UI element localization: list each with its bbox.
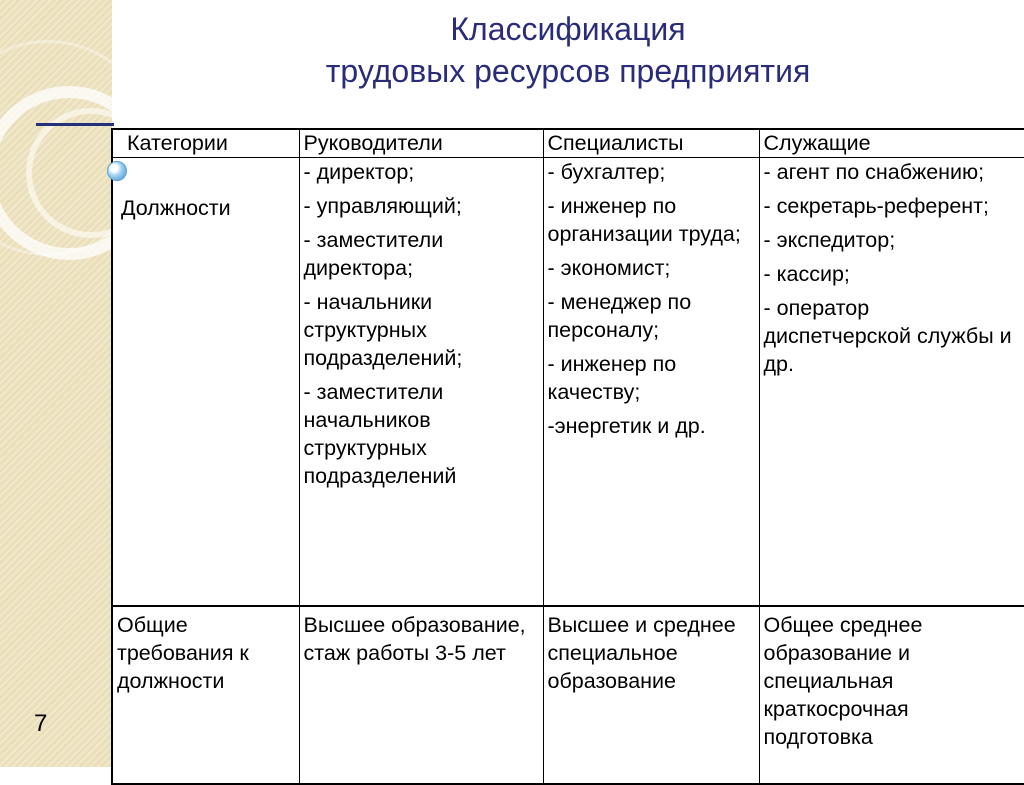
- employees-requirements-cell: [759, 606, 1024, 784]
- table-row-requirements: [112, 606, 1024, 784]
- list-item: - оператор диспетчерской службы и др.: [763, 296, 1012, 376]
- title-underline: [36, 123, 114, 126]
- row-label-requirements: [112, 606, 299, 784]
- list-item: - кассир;: [763, 262, 850, 286]
- list-item: - экономист;: [547, 256, 671, 280]
- list-item: - инженер по организации труда;: [547, 194, 741, 246]
- list-item: - заместители директора;: [303, 228, 444, 280]
- list-item: - менеджер по персоналу;: [547, 290, 692, 342]
- list-item: - бухгалтер;: [547, 160, 666, 184]
- list-item: - агент по снабжению;: [763, 160, 985, 184]
- header-specialists: Специалисты: [543, 129, 759, 158]
- list-item: -энергетик и др.: [547, 414, 706, 438]
- managers-requirements-cell: [299, 606, 543, 784]
- title-line-2: трудовых ресурсов предприятия: [325, 53, 811, 89]
- list-item: - управляющий;: [303, 194, 462, 218]
- specialists-positions-cell: [543, 158, 759, 606]
- table-row-positions: [112, 158, 1024, 606]
- list-item: - начальники структурных подразделений;: [303, 290, 463, 370]
- row-label-positions: [112, 158, 299, 606]
- list-item: - заместители начальников структурных подразделений: [303, 380, 457, 488]
- slide-number: 7: [34, 710, 48, 737]
- employees-requirements-text: Общее среднее образование и специальная краткосрочная подготовка: [763, 612, 923, 749]
- decorative-side-panel: [0, 0, 112, 767]
- decorative-dot-icon: [107, 161, 127, 181]
- classification-table: [111, 128, 1024, 785]
- list-item: - инженер по качеству;: [547, 352, 677, 404]
- list-item: - экспедитор;: [763, 228, 896, 252]
- table-header-row: [112, 129, 1024, 158]
- title-line-1: Классификация: [450, 11, 686, 47]
- list-item: - директор;: [303, 160, 415, 184]
- positions-label: Должности: [121, 196, 231, 220]
- list-item: - секретарь-референт;: [763, 194, 989, 218]
- managers-positions-cell: [299, 158, 543, 606]
- header-categories: Категории: [112, 129, 299, 158]
- employees-positions-cell: [759, 158, 1024, 606]
- specialists-requirements-text: Высшее и среднее специальное образование: [547, 612, 736, 693]
- header-employees: Служащие: [759, 129, 1024, 158]
- specialists-requirements-cell: [543, 606, 759, 784]
- requirements-label: Общие требования к должности: [117, 612, 249, 693]
- managers-requirements-text: Высшее образование, стаж работы 3-5 лет: [303, 612, 526, 665]
- header-managers: Руководители: [299, 129, 543, 158]
